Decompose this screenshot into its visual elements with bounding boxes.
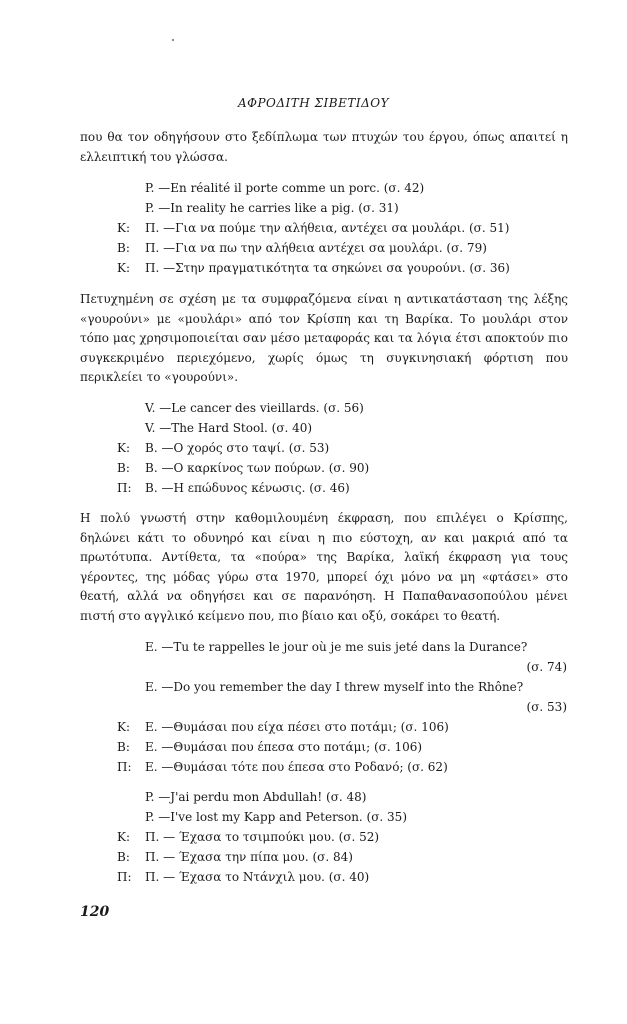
translator-tag: Κ: xyxy=(117,221,131,235)
quote-text: Β. —Ο χορός στο ταψί. (σ. 53) xyxy=(145,441,330,455)
quote-text: Ε. —Θυμάσαι που έπεσα στο ποτάμι; (σ. 106) xyxy=(145,740,423,754)
quote-text: Ε. —Θυμάσαι τότε που έπεσα στο Ροδανό; (σ. 62) xyxy=(145,760,448,774)
quote-line: E. —Tu te rappelles le jour où je me suis jeté dans la Durance? xyxy=(145,640,528,654)
quote-line xyxy=(117,398,364,418)
translator-tag: Β: xyxy=(117,850,130,864)
quote-text: P. —In reality he carries like a pig. (σ. 31) xyxy=(145,201,399,215)
quote-line xyxy=(117,438,329,458)
paragraph-3: Η πολύ γνωστή στην καθομιλουμένη έκφραση, που επιλέγει ο Κρίσπης, δηλώνει κάτι το οδυνηρό και είναι η πιο εύστοχη, αν και μακριά από τα πρωτότυπα. Αντίθετα, τα «πούρα» της Βαρίκα, λαϊκή έκφραση για τους γέροντες, της μόδας γύρω στα 1970, μπορεί όχι μόνο να μη «φτάσει» στο θεατή, αλλά να οδηγήσει και σε παρανόηση. Η Παπαθανασοπούλου μένει πιστή στο αγγλικό κείμενο που, πιο βίαιο και οξύ, σοκάρει το θεατή. xyxy=(80,511,568,623)
quote-line xyxy=(117,258,510,278)
quote-line xyxy=(117,807,407,827)
translator-tag: Π: xyxy=(117,760,132,774)
quote-line xyxy=(117,178,424,198)
quote-text: Β. —Η επώδυνος κένωσις. (σ. 46) xyxy=(145,481,350,495)
translator-tag: Κ: xyxy=(117,261,131,275)
quote-line xyxy=(117,418,312,438)
quote-line xyxy=(117,757,448,777)
translator-tag: Π: xyxy=(117,870,132,884)
translator-tag: Β: xyxy=(117,461,130,475)
quote-text: P. —J'ai perdu mon Abdullah! (σ. 48) xyxy=(145,790,367,804)
quote-text: Π. —Για να πω την αλήθεια αντέχει σα μουλάρι. (σ. 79) xyxy=(145,241,487,255)
quote-line xyxy=(117,737,422,757)
quote-line xyxy=(117,478,350,498)
quote-text: V. —The Hard Stool. (σ. 40) xyxy=(145,421,313,435)
quote-text: Π. — Έχασα την πίπα μου. (σ. 84) xyxy=(145,850,353,864)
quote-line xyxy=(117,218,509,238)
quote-text: Π. — Έχασα το Ντάνχιλ μου. (σ. 40) xyxy=(145,870,370,884)
translator-tag: Κ: xyxy=(117,830,131,844)
quote-text: Π. —Στην πραγματικότητα τα σηκώνει σα γουρούνι. (σ. 36) xyxy=(145,261,510,275)
quote-text: Ε. —Θυμάσαι που είχα πέσει στο ποτάμι; (σ. 106) xyxy=(145,720,449,734)
quote-text: P. —En réalité il porte comme un porc. (σ. 42) xyxy=(145,181,425,195)
quote-line xyxy=(117,238,487,258)
running-header: ΑΦΡΟΔΙΤΗ ΣΙΒΕΤΙΔΟΥ xyxy=(237,96,390,110)
translator-tag: Π: xyxy=(117,481,132,495)
translator-tag: Β: xyxy=(117,241,130,255)
quote-line xyxy=(117,717,449,737)
quote-line xyxy=(117,847,353,867)
scan-speck xyxy=(172,39,174,41)
quote-text: P. —I've lost my Kapp and Peterson. (σ. 35) xyxy=(145,810,408,824)
translator-tag: Κ: xyxy=(117,720,131,734)
translator-tag: Β: xyxy=(117,740,130,754)
quote-line: E. —Do you remember the day I threw myself into the Rhône? xyxy=(145,680,524,694)
page-number: 120 xyxy=(80,904,110,920)
paragraph-2: Πετυχημένη σε σχέση με τα συμφραζόμενα είναι η αντικατάσταση της λέξης «γουρούνι» με «μουλάρι» από τον Κρίσπη και τη Βαρίκα. Το μουλάρι στον τόπο μας χρησιμοποιείται σαν μέσο μεταφοράς και τα λόγια έτσι αποκτούν πιο συγκεκριμένο περιεχόμενο, χωρίς όμως τη συγκινησιακή φόρτιση που περικλείει το «γουρούνι». xyxy=(80,292,568,384)
page-reference: (σ. 74) xyxy=(526,660,567,674)
quote-line xyxy=(117,827,379,847)
quote-line xyxy=(117,198,399,218)
quote-line xyxy=(117,787,366,807)
quote-text: Π. —Για να πούμε την αλήθεια, αντέχει σα μουλάρι. (σ. 51) xyxy=(145,221,510,235)
quote-text: V. —Le cancer des vieillards. (σ. 56) xyxy=(145,401,364,415)
paragraph-1: που θα τον οδηγήσουν στο ξεδίπλωμα των πτυχών του έργου, όπως απαιτεί η ελλειπτική του γλώσσα. xyxy=(80,130,568,164)
quote-line xyxy=(117,458,369,478)
page-reference: (σ. 53) xyxy=(526,700,567,714)
translator-tag: Κ: xyxy=(117,441,131,455)
quote-text: Π. — Έχασα το τσιμπούκι μου. (σ. 52) xyxy=(145,830,380,844)
quote-line xyxy=(117,867,369,887)
quote-text: Β. —Ο καρκίνος των πούρων. (σ. 90) xyxy=(145,461,370,475)
